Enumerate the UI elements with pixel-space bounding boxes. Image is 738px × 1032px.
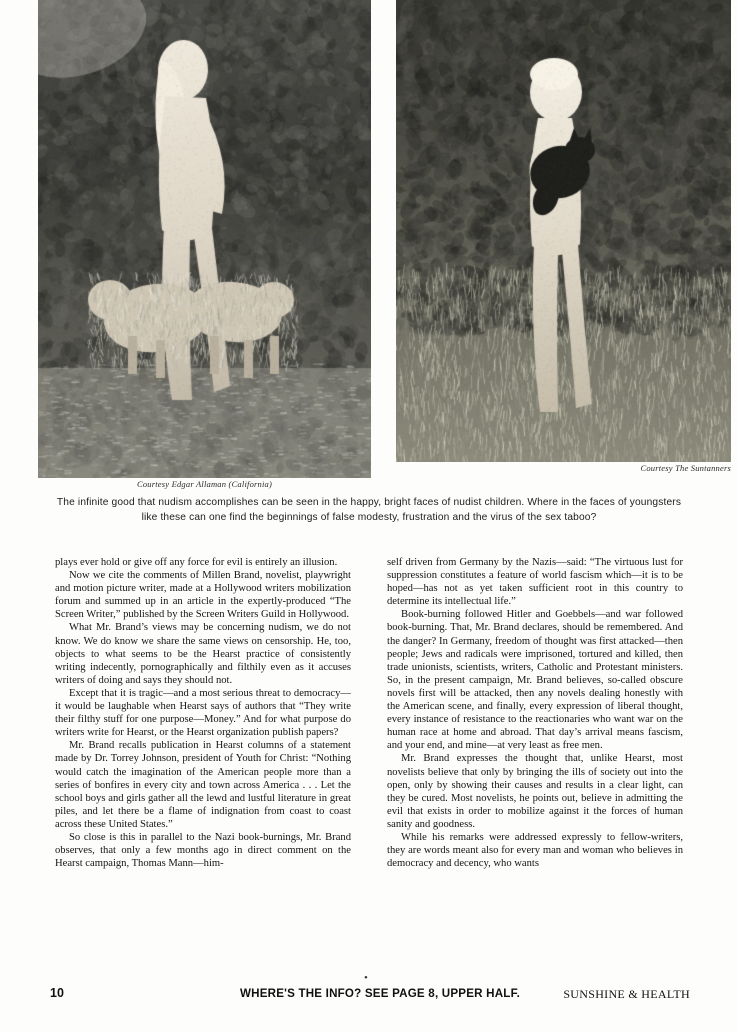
paragraph: What Mr. Brand’s views may be concerning nudism, we do not know. We do know we share the same views on censorship. He, too, objects to what seems to be the Hearst practice of consistently writing indecently, pornographically and filthily even as it accuses writers of doing and says they should not. xyxy=(55,622,351,686)
paragraph: Mr. Brand expresses the thought that, unlike Hearst, most novelists believe that only by bringing the ills of society out into the open, only by showing their causes and results in a clear light, can they be cured. Most novelists, he points out, believe in admitting the evil that exists in order to mobilize against it the forces of human sanity and goodness. xyxy=(387,753,683,830)
photo-caption: The infinite good that nudism accomplishes can be seen in the happy, bright faces of nudist children. Where in the faces of youngsters like these can one find the beginnings of false modesty, frustration and the virus of the sex taboo? xyxy=(56,497,682,523)
footer-notice: WHERE'S THE INFO? SEE PAGE 8, UPPER HALF. xyxy=(239,987,520,1000)
paragraph: self driven from Germany by the Nazis—said: “The virtuous lust for suppression constitutes a feature of world fascism which—it is to be hoped—has not as yet taken sufficient root in this country to determine its intellectual life.” xyxy=(387,557,683,608)
photo-credit-right: Courtesy The Suntanners xyxy=(640,463,731,473)
paragraph: Mr. Brand recalls publication in Hearst columns of a statement made by Dr. Torrey Johnson, president of Youth for Christ: “Nothing would catch the imagination of the American people more than a series of bonfires in every city and town across America . . . Let the school boys and girls gather all the lewd and lustful literature in great piles, and let there be a flame of indignation from coast to coast across these United States.” xyxy=(55,740,351,830)
page-number: 10 xyxy=(50,986,64,1000)
photo-credit-left: Courtesy Edgar Allaman (California) xyxy=(136,479,273,489)
article-body xyxy=(55,556,683,976)
publication-title: SUNSHINE & HEALTH xyxy=(563,987,690,1001)
paragraph: plays ever hold or give off any force for evil is entirely an illusion. xyxy=(55,557,338,568)
paragraph: So close is this in parallel to the Nazi book-burnings, Mr. Brand observes, that only a few months ago in direct comment on the Hearst campaign, Thomas Mann—him- xyxy=(55,831,351,870)
column-divider-mark: • xyxy=(364,972,368,984)
page-footer xyxy=(50,986,690,1008)
photo-girl-with-dogs xyxy=(38,0,371,478)
photo-row xyxy=(38,0,738,489)
column-left xyxy=(55,556,351,976)
paragraph: Now we cite the comments of Millen Brand, novelist, playwright and motion picture writer, made at a Hollywood writers mobilization forum and summed up in an article in the expertly-produced “The Screen Writer,” published by the Screen Writers Guild in Hollywood. xyxy=(55,570,351,621)
paragraph: While his remarks were addressed expressly to fellow-writers, they are words meant also for every man and woman who believes in democracy and decency, who wants xyxy=(387,831,683,870)
column-right xyxy=(387,556,683,976)
paragraph: Book-burning followed Hitler and Goebbels—and war followed book-burning. That, Mr. Brand declares, should be remembered. And the danger? In Germany, freedom of thought was first attacked—then people; Jews and radicals were imprisoned, tortured and killed, then trade unionists, scientists, writers, Catholic and Protestant ministers. So, in the present campaign, Mr. Brand believes, so-called obscure novels first will be attacked, then any novels dealing honestly with the American scene, and finally, every expression of liberal thought, every instance of resistance to the reactionaries who want war on the human race at home and abroad. That day’s arrival means fascism, and your end, and mine—at very least as free men. xyxy=(387,609,683,752)
photo-boy-with-cat xyxy=(396,0,731,462)
paragraph: Except that it is tragic—and a most serious threat to democracy—it would be laughable when Hearst says of authors that “They write their filthy stuff for one purpose—Money.” And for what purpose do writers write for Hearst, or the Hearst organization publish papers? xyxy=(55,687,351,739)
